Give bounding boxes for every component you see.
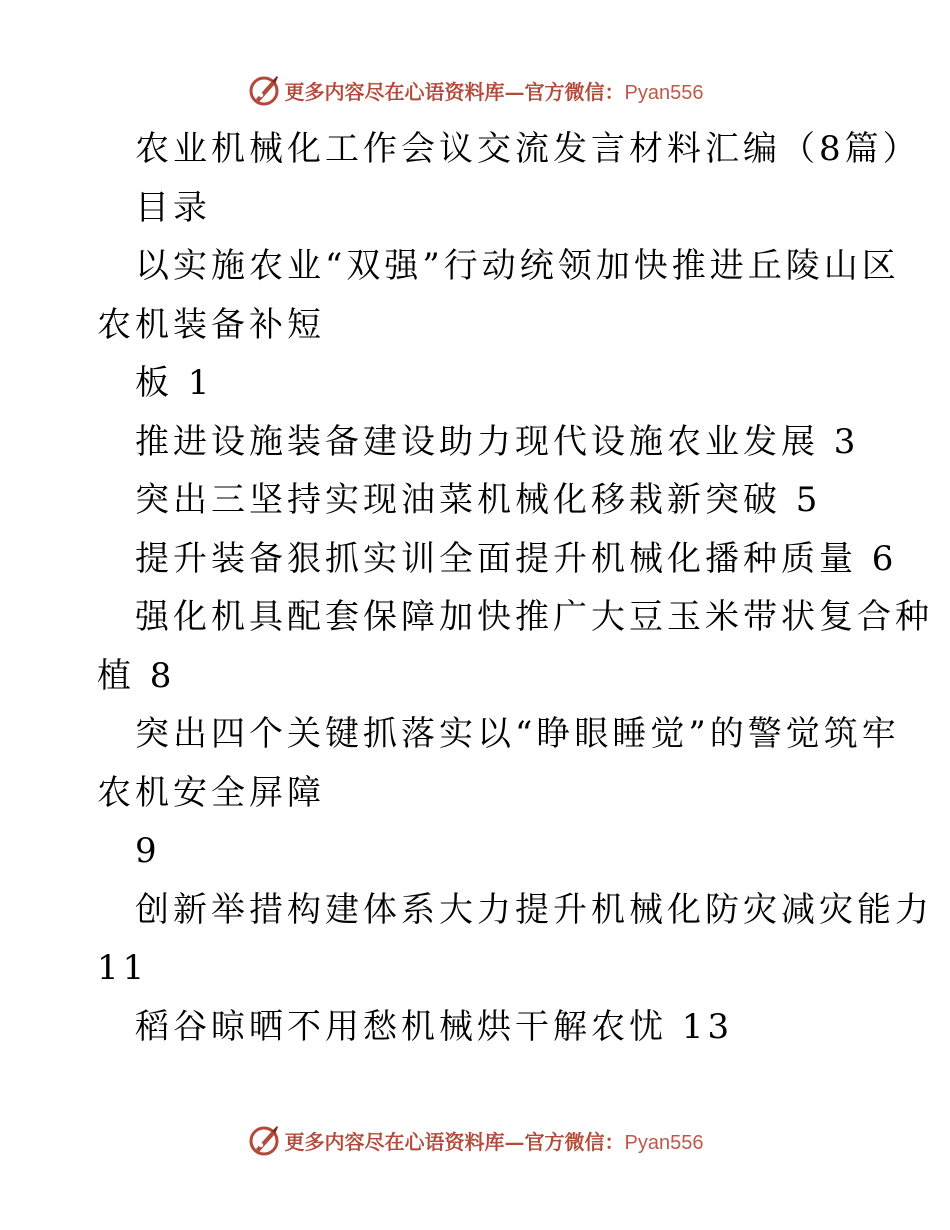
toc-line: 强化机具配套保障加快推广大豆玉米带状复合种 — [135, 597, 933, 637]
header-banner — [0, 70, 950, 110]
toc-line: 提升装备狠抓实训全面提升机械化播种质量 6 — [135, 538, 898, 579]
toc-line: 板 1 — [135, 363, 214, 403]
footer-banner — [0, 1120, 950, 1160]
header-banner-sep: — — [504, 79, 525, 104]
footer-banner-inner — [247, 1120, 704, 1160]
document-body — [97, 120, 933, 1056]
toc-line: 突出三坚持实现油菜机械化移栽新突破 5 — [135, 480, 822, 520]
header-banner-label: 官方微信： — [524, 79, 625, 104]
footer-banner-main: 更多内容尽在心语资料库 — [284, 1129, 505, 1154]
footer-banner-wechat-id: Pyan556 — [624, 1131, 704, 1154]
toc-line: 以实施农业“双强”行动统领加快推进丘陵山区 — [135, 246, 900, 286]
toc-line: 创新举措构建体系大力提升机械化防灾减灾能力 — [135, 889, 933, 930]
toc-line: 11 — [97, 948, 149, 988]
quill-pen-logo-icon — [247, 1123, 281, 1157]
toc-line: 突出四个关键抓落实以“睁眼睡觉”的警觉筑牢 — [135, 714, 900, 754]
footer-banner-label: 官方微信： — [524, 1129, 625, 1154]
footer-banner-text — [285, 1126, 704, 1155]
toc-line: 9 — [135, 831, 161, 871]
toc-line: 农机装备补短 — [97, 304, 325, 345]
toc-line: 推进设施装备建设助力现代设施农业发展 3 — [135, 421, 860, 462]
toc-line: 农机安全屏障 — [97, 772, 325, 813]
quill-pen-logo-icon — [247, 73, 281, 107]
document-title: 农业机械化工作会议交流发言材料汇编（8篇） — [135, 129, 921, 169]
header-banner-inner — [247, 70, 704, 110]
footer-banner-sep: — — [504, 1129, 525, 1154]
header-banner-wechat-id: Pyan556 — [624, 81, 704, 104]
header-banner-main: 更多内容尽在心语资料库 — [284, 79, 505, 104]
toc-line: 植 8 — [97, 655, 176, 696]
toc-line: 稻谷晾晒不用愁机械烘干解农忧 13 — [135, 1006, 734, 1047]
toc-heading: 目录 — [135, 187, 211, 228]
toc-list — [97, 237, 933, 1056]
header-banner-text — [285, 76, 704, 105]
